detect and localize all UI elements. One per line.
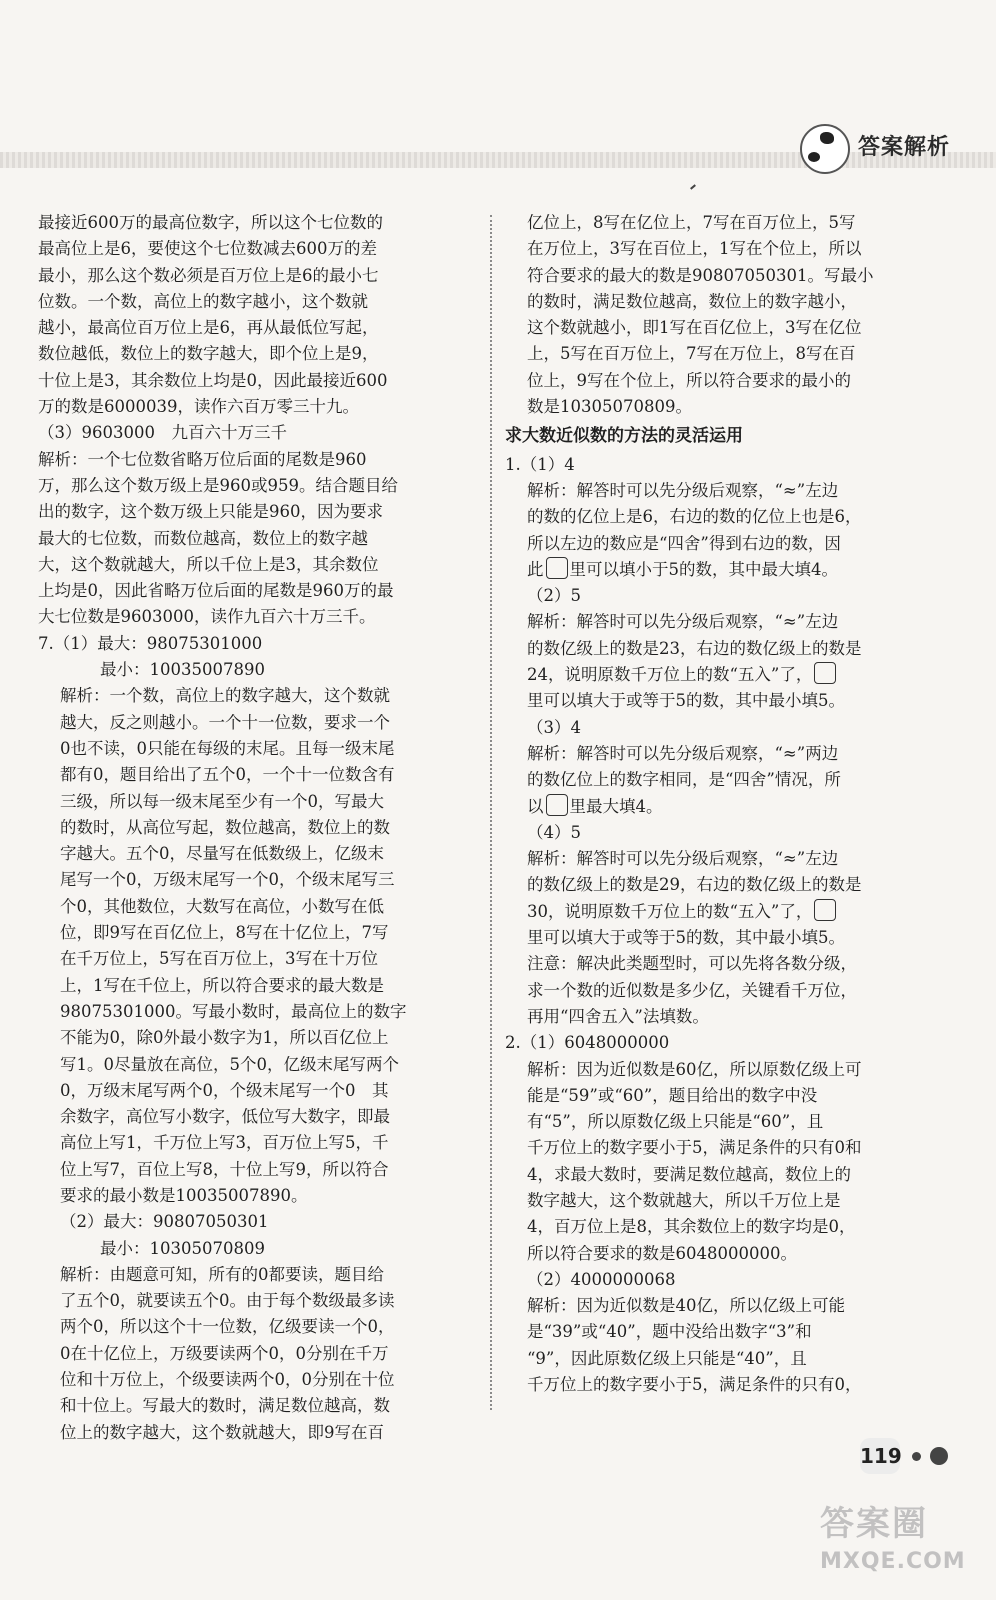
text-line <box>38 1367 488 1393</box>
line-text: 的数亿位上的数字相同，是“四舍”情况，所 <box>527 770 841 790</box>
line-text: 最接近600万的最高位数字，所以这个七位数的 <box>38 213 383 232</box>
text-line <box>38 604 488 630</box>
text-line <box>505 394 943 420</box>
text-line <box>38 920 488 946</box>
text-line <box>505 741 943 767</box>
text-line <box>505 210 943 236</box>
panda-mascot-icon <box>800 124 850 174</box>
line-text: 解析：解答时可以先分级后观察，“≈”左边 <box>527 849 839 869</box>
line-text: 的数时，满足数位越高，数位上的数字越小， <box>527 291 857 311</box>
line-text: 能是“59”或“60”，题目给出的数字中没 <box>527 1085 818 1105</box>
watermark-url: MXQE.COM <box>820 1549 966 1574</box>
line-text: 1.（1）4 <box>505 454 575 474</box>
line-text: 三级，所以每一级末尾至少有一个0，写最大 <box>60 791 384 811</box>
text-line <box>505 236 943 262</box>
text-line <box>38 552 488 578</box>
text-line <box>38 736 488 762</box>
page-number: 119 <box>860 1438 900 1474</box>
section-heading <box>505 423 943 449</box>
text-line <box>38 683 488 709</box>
text-line <box>505 1162 943 1188</box>
column-divider <box>490 215 492 1410</box>
text-line <box>38 973 488 999</box>
line-text: “9”，因此原数亿级上只能是“40”，且 <box>527 1348 807 1368</box>
line-text: 是“39”或“40”，题中没给出数字“3”和 <box>527 1322 812 1342</box>
line-text: 解析：因为近似数是40亿，所以亿级上可能 <box>527 1296 845 1316</box>
text-line <box>505 1057 943 1083</box>
text-line <box>38 578 488 604</box>
decor-dot-small <box>912 1452 921 1461</box>
text-line <box>38 1314 488 1340</box>
text-line <box>38 894 488 920</box>
line-text: 上，5写在百万位上，7写在万位上，8写在百 <box>527 344 856 364</box>
text-line <box>505 452 943 478</box>
blank-box-icon <box>814 662 836 684</box>
text-line <box>505 662 943 688</box>
line-text: 最小：10305070809 <box>100 1238 265 1258</box>
left-column <box>38 210 488 1446</box>
line-text: 数字越大，这个数就越大，所以千万位上是 <box>527 1190 841 1210</box>
line-text: 30，说明原数千万位上的数“五入”了， <box>527 901 813 921</box>
line-text: 里可以填大于或等于5的数，其中最小填5。 <box>527 928 845 948</box>
text-line <box>38 1078 488 1104</box>
line-text: （4）5 <box>527 822 581 842</box>
line-text: 解析：一个数，高位上的数字越大，这个数就 <box>60 686 390 706</box>
line-text: 24，说明原数千万位上的数“五入”了， <box>527 665 813 685</box>
line-text: 了五个0，就要读五个0。由于每个数级最多读 <box>60 1291 395 1311</box>
line-text: 最高位上是6，要使这个七位数减去600万的差 <box>38 239 377 259</box>
text-line <box>38 1262 488 1288</box>
decor-dot-large <box>930 1447 948 1465</box>
line-text: 所以左边的数应是“四舍”得到右边的数，因 <box>527 533 841 553</box>
line-text: 万的数是6000039，读作六百万零三十九。 <box>38 397 359 417</box>
text-line <box>38 1209 488 1235</box>
line-text: 数位越低，数位上的数字越大，即个位上是9， <box>38 344 379 364</box>
text-line <box>38 1130 488 1156</box>
text-line <box>38 762 488 788</box>
text-line <box>38 420 488 446</box>
text-line <box>505 1135 943 1161</box>
text-line <box>38 368 488 394</box>
text-line <box>505 557 943 583</box>
text-line <box>505 368 943 394</box>
line-text: 求大数近似数的方法的灵活运用 <box>505 426 743 447</box>
blank-box-icon <box>814 899 836 921</box>
text-line <box>505 925 943 951</box>
blank-box-icon <box>546 794 568 816</box>
text-line <box>38 341 488 367</box>
line-text: 的数时，从高位写起，数位越高，数位上的数 <box>60 817 390 837</box>
text-line <box>38 289 488 315</box>
text-line <box>505 289 943 315</box>
line-text: 都有0，题目给出了五个0，一个十一位数含有 <box>60 765 395 785</box>
line-text: 在万位上，3写在百位上，1写在个位上，所以 <box>527 239 862 259</box>
line-text: 个0，其他数位，大数写在高位，小数写在低 <box>60 896 384 916</box>
line-text: 解析：解答时可以先分级后观察，“≈”左边 <box>527 480 839 500</box>
text-line <box>38 710 488 736</box>
line-text: 不能为0，除0外最小数字为1，所以百亿位上 <box>60 1028 389 1048</box>
line-text: 解析：一个七位数省略万位后面的尾数是960 <box>38 449 367 469</box>
text-line <box>38 263 488 289</box>
line-text: 千万位上的数字要小于5，满足条件的只有0和 <box>527 1138 862 1158</box>
line-text: 最小：10035007890 <box>100 660 265 680</box>
text-line <box>505 1293 943 1319</box>
text-line <box>38 946 488 972</box>
line-text: 余数字，高位写小数字，低位写大数字，即最 <box>60 1107 390 1127</box>
text-line <box>505 1083 943 1109</box>
text-line <box>38 210 488 236</box>
text-line <box>505 1214 943 1240</box>
text-line <box>505 341 943 367</box>
text-line <box>38 1183 488 1209</box>
line-text: 注意：解决此类题型时，可以先将各数分级， <box>527 954 857 974</box>
line-text: 此 <box>527 559 544 579</box>
line-text: （3）4 <box>527 717 581 737</box>
line-text: 要求的最小数是10035007890。 <box>60 1185 308 1205</box>
line-text: （2）4000000068 <box>527 1269 676 1289</box>
section-title: 答案解析 <box>858 135 951 160</box>
text-line <box>38 631 488 657</box>
text-line <box>38 473 488 499</box>
text-line <box>38 315 488 341</box>
text-line <box>505 846 943 872</box>
watermark-logo: 答案圈 <box>820 1504 928 1544</box>
line-text: 位上写7，百位上写8，十位上写9，所以符合 <box>60 1159 389 1179</box>
line-text: 解析：解答时可以先分级后观察，“≈”两边 <box>527 743 839 763</box>
line-text: 解析：因为近似数是60亿，所以原数亿级上可 <box>527 1059 862 1079</box>
line-text: 有“5”，所以原数亿级上只能是“60”，且 <box>527 1112 824 1132</box>
line-text: 4，求最大数时，要满足数位越高，数位上的 <box>527 1164 851 1184</box>
text-line <box>505 1267 943 1293</box>
text-line <box>38 841 488 867</box>
text-line <box>38 815 488 841</box>
text-line <box>38 1341 488 1367</box>
line-text: 最大的七位数，而数位越高，数位上的数字越 <box>38 528 368 548</box>
line-text: 0，万级末尾写两个0，个级末尾写一个0 其 <box>60 1080 389 1100</box>
text-line <box>505 1004 943 1030</box>
line-text: 的数亿级上的数是23，右边的数亿级上的数是 <box>527 638 862 658</box>
right-column <box>505 210 943 1398</box>
line-text: （3）9603000 九百六十万三千 <box>38 423 287 443</box>
text-line <box>38 1420 488 1446</box>
text-line <box>38 1025 488 1051</box>
text-line <box>505 820 943 846</box>
text-line <box>38 499 488 525</box>
line-text: 这个数就越小，即1写在百亿位上，3写在亿位 <box>527 318 862 338</box>
line-text-after: 里最大填4。 <box>569 796 663 816</box>
line-text: 越大，反之则越小。一个十一位数，要求一个 <box>60 712 390 732</box>
line-text: 所以符合要求的数是6048000000。 <box>527 1243 797 1263</box>
line-text: 和十位上。写最大的数时，满足数位越高，数 <box>60 1396 390 1416</box>
text-line <box>505 504 943 530</box>
line-text: 解析：由题意可知，所有的0都要读，题目给 <box>60 1264 384 1284</box>
line-text: 位上的数字越大，这个数就越大，即9写在百 <box>60 1422 384 1442</box>
text-line <box>38 999 488 1025</box>
text-line <box>38 394 488 420</box>
line-text: 再用“四舍五入”法填数。 <box>527 1006 709 1026</box>
line-text: 大七位数是9603000，读作九百六十万三千。 <box>38 607 376 627</box>
text-line <box>505 478 943 504</box>
line-text: 求一个数的近似数是多少亿，关键看千万位， <box>527 980 857 1000</box>
line-text: 7.（1）最大：98075301000 <box>38 633 263 653</box>
text-line <box>505 315 943 341</box>
text-line <box>38 867 488 893</box>
text-line <box>38 789 488 815</box>
text-line <box>38 1393 488 1419</box>
text-line <box>505 1109 943 1135</box>
line-text: 字越大。五个0，尽量写在低数级上，亿级末 <box>60 844 384 864</box>
line-text: 位数。一个数，高位上的数字越小，这个数就 <box>38 291 368 311</box>
text-line <box>505 1188 943 1214</box>
line-text: 数是10305070809。 <box>527 397 692 417</box>
line-text: 98075301000。写最小数时，最高位上的数字 <box>60 1001 407 1021</box>
line-text: 位和十万位上，个级要读两个0，0分别在十位 <box>60 1370 395 1390</box>
text-line <box>505 636 943 662</box>
text-line <box>505 1241 943 1267</box>
text-line <box>505 951 943 977</box>
text-line <box>38 1052 488 1078</box>
text-line <box>505 1346 943 1372</box>
line-text: 写1。0尽量放在高位，5个0，亿级末尾写两个 <box>60 1054 399 1074</box>
line-text: 上均是0，因此省略万位后面的尾数是960万的最 <box>38 581 394 601</box>
text-line <box>38 447 488 473</box>
text-line <box>505 794 943 820</box>
line-text: （2）最大：90807050301 <box>60 1212 269 1232</box>
line-text: 尾写一个0，万级末尾写一个0，个级末尾写三 <box>60 870 395 890</box>
line-text: 2.（1）6048000000 <box>505 1033 670 1053</box>
text-line <box>505 715 943 741</box>
text-line <box>505 1030 943 1056</box>
text-line <box>505 767 943 793</box>
text-line <box>38 1236 488 1262</box>
line-text: 出的数字，这个数万级上只能是960，因为要求 <box>38 502 383 522</box>
text-line <box>505 609 943 635</box>
line-text: 的数亿级上的数是29，右边的数亿级上的数是 <box>527 875 862 895</box>
text-line <box>505 1319 943 1345</box>
text-line <box>505 688 943 714</box>
line-text: 越小，最高位百万位上是6，再从最低位写起， <box>38 318 379 338</box>
text-line <box>505 1372 943 1398</box>
text-line <box>505 263 943 289</box>
line-text: 高位上写1，千万位上写3，百万位上写5，千 <box>60 1133 389 1153</box>
line-text: 上，1写在千位上，所以符合要求的最大数是 <box>60 975 384 995</box>
text-line <box>505 899 943 925</box>
text-line <box>38 657 488 683</box>
line-text: 解析：解答时可以先分级后观察，“≈”左边 <box>527 612 839 632</box>
line-text: 0也不读，0只能在每级的末尾。且每一级末尾 <box>60 738 395 758</box>
line-text: 以 <box>527 796 544 816</box>
text-line <box>38 236 488 262</box>
text-line <box>505 583 943 609</box>
text-line <box>38 1157 488 1183</box>
line-text: 大，这个数就越大，所以千位上是3，其余数位 <box>38 554 379 574</box>
watermark <box>820 1496 990 1596</box>
line-text: 的数的亿位上是6，右边的数的亿位上也是6， <box>527 507 862 527</box>
line-text: 两个0，所以这个十一位数，亿级要读一个0， <box>60 1317 395 1337</box>
text-line <box>38 526 488 552</box>
line-text: 里可以填大于或等于5的数，其中最小填5。 <box>527 691 845 711</box>
text-line <box>505 978 943 1004</box>
line-text: 符合要求的最大的数是90807050301。写最小 <box>527 265 874 285</box>
text-line <box>505 531 943 557</box>
line-text-after: 里可以填小于5的数，其中最大填4。 <box>569 559 838 579</box>
blank-box-icon <box>546 557 568 579</box>
text-line <box>505 872 943 898</box>
line-text: 0在十亿位上，万级要读两个0，0分别在千万 <box>60 1343 389 1363</box>
pen-mark <box>690 184 696 189</box>
line-text: 在千万位上，5写在百万位上，3写在十万位 <box>60 949 378 969</box>
text-line <box>38 1104 488 1130</box>
line-text: 亿位上，8写在亿位上，7写在百万位上，5写 <box>527 213 856 232</box>
line-text: 十位上是3，其余数位上均是0，因此最接近600 <box>38 370 388 390</box>
line-text: 千万位上的数字要小于5，满足条件的只有0， <box>527 1375 862 1395</box>
text-line <box>38 1288 488 1314</box>
line-text: 位，即9写在百亿位上，8写在十亿位上，7写 <box>60 923 389 943</box>
line-text: 最小，那么这个数必须是百万位上是6的最小七 <box>38 265 379 285</box>
line-text: 4，百万位上是8，其余数位上的数字均是0， <box>527 1217 856 1237</box>
line-text: （2）5 <box>527 586 581 606</box>
line-text: 位上，9写在个位上，所以符合要求的最小的 <box>527 370 851 390</box>
line-text: 万，那么这个数万级上是960或959。结合题目给 <box>38 475 398 495</box>
